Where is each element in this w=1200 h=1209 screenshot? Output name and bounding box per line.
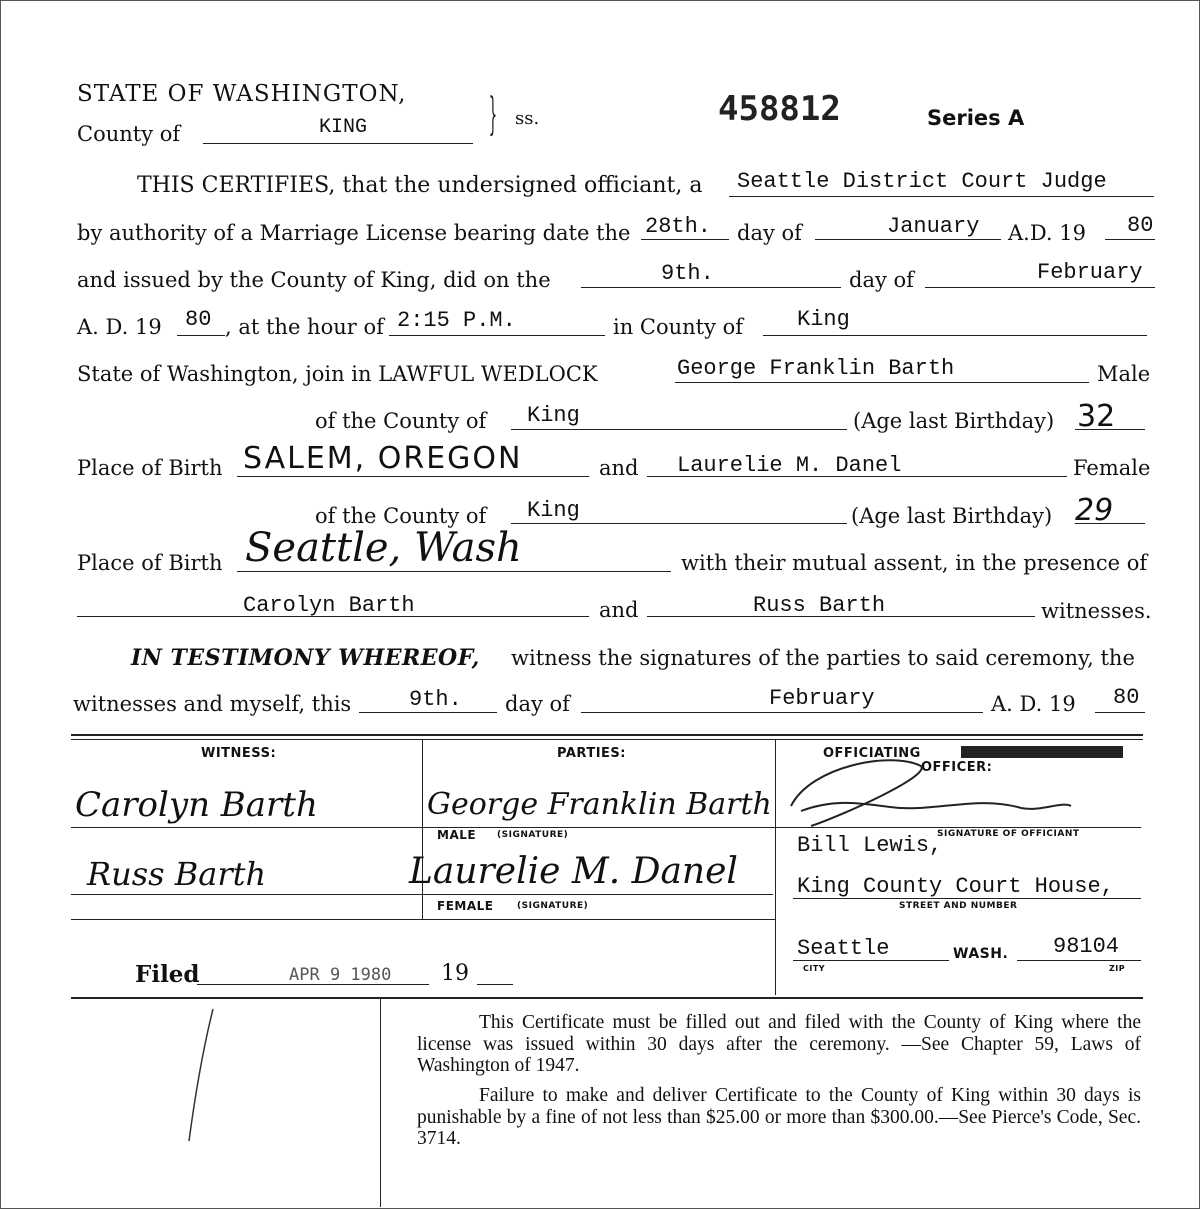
bride-birthplace-underline (237, 571, 671, 572)
officer-header-2: OFFICER: (921, 760, 993, 775)
officiant-signature-mark (781, 746, 1081, 836)
ceremony-year-underline (177, 335, 225, 336)
ceremony-county-underline (763, 335, 1147, 336)
sign-day: 9th. (409, 687, 462, 712)
license-year: 80 (1127, 213, 1154, 238)
grid-top-rule (71, 734, 1143, 736)
witness-line-text: witnesses and myself, this (73, 692, 352, 716)
sign-day-underline (359, 712, 497, 713)
witness2-name: Russ Barth (753, 593, 886, 618)
and-label: and (599, 456, 639, 480)
bride-county-underline (511, 523, 847, 524)
zip-underline (1017, 960, 1141, 961)
bride-county: King (527, 498, 580, 523)
notes-divider (380, 999, 381, 1207)
county-label: County of (77, 122, 181, 146)
testimony-rest: witness the signatures of the parties to said ceremony, the (511, 646, 1135, 670)
bride-county-label: of the County of (315, 504, 487, 528)
ceremony-county: King (797, 307, 850, 332)
officiant-city: Seattle (797, 936, 890, 961)
filed-label: Filed (135, 961, 200, 988)
witness1-name: Carolyn Barth (243, 593, 415, 618)
brace: } (488, 89, 498, 140)
ad-label: A.D. 19 (1008, 221, 1087, 245)
officiant-signature-caption: SIGNATURE OF OFFICIANT (937, 829, 1080, 839)
groom-age-label: (Age last Birthday) (853, 409, 1055, 433)
groom-age: 32 (1077, 399, 1116, 434)
license-month: January (887, 214, 980, 239)
county-value: KING (319, 116, 368, 139)
license-day-underline (641, 239, 729, 240)
officiant-zip: 98104 (1053, 934, 1120, 959)
certificate-number: 458812 (718, 89, 841, 129)
groom-name: George Franklin Barth (677, 356, 955, 381)
assent-text: with their mutual assent, in the presence of (681, 551, 1148, 575)
zip-caption: ZIP (1109, 964, 1126, 973)
grid-mid-rule (71, 919, 775, 920)
hour-underline (389, 335, 605, 336)
bride-age: 29 (1075, 493, 1114, 528)
hour-label: , at the hour of (225, 315, 384, 339)
grid-divider-2 (775, 739, 776, 995)
license-year-underline (1105, 239, 1155, 240)
ceremony-month-underline (925, 287, 1155, 288)
grid-top-rule-2 (71, 739, 1143, 740)
city-caption: CITY (803, 964, 826, 973)
day-of-label: day of (737, 221, 802, 245)
ceremony-month: February (1037, 260, 1143, 285)
signature-row-2-rule (71, 894, 773, 895)
female-caption: FEMALE (437, 899, 494, 913)
parties-header: PARTIES: (557, 746, 626, 761)
female-signature-caption: (SIGNATURE) (517, 901, 589, 911)
officer-header-1: OFFICIATING (823, 746, 921, 761)
ceremony-day: 9th. (661, 261, 714, 286)
license-day: 28th. (645, 214, 712, 239)
groom-county: King (527, 403, 580, 428)
sign-month-underline (581, 712, 983, 713)
issued-text: and issued by the County of King, did on the (77, 268, 551, 292)
pencil-mark (181, 1001, 241, 1151)
filed-stamp: APR 9 1980 (289, 965, 392, 985)
officiant-title: Seattle District Court Judge (737, 169, 1107, 194)
grid-divider-1 (422, 739, 423, 919)
witness-signature-2: Russ Barth (87, 855, 267, 893)
license-month-underline (815, 239, 1001, 240)
male-signature-caption: (SIGNATURE) (497, 830, 569, 840)
license-text: by authority of a Marriage License bearing date the (77, 221, 631, 245)
bride-birthplace-label: Place of Birth (77, 551, 223, 575)
bride-name: Laurelie M. Danel (677, 453, 902, 478)
female-signature: Laurelie M. Danel (409, 851, 738, 892)
groom-birthplace: SALEM, OREGON (243, 441, 523, 476)
ceremony-day-of-label: day of (849, 268, 914, 292)
groom-county-label: of the County of (315, 409, 487, 433)
county-underline (203, 143, 473, 144)
series-label: Series A (927, 106, 1025, 130)
male-signature: George Franklin Barth (427, 787, 772, 822)
ceremony-year: 80 (185, 307, 212, 332)
sign-month: February (769, 686, 875, 711)
in-county-label: in County of (613, 315, 744, 339)
officiant-street: King County Court House, (797, 874, 1114, 899)
state-heading: STATE OF WASHINGTON, (77, 81, 407, 107)
certifies-intro: THIS CERTIFIES, that the undersigned officiant, a (137, 173, 703, 198)
filed-year-underline (477, 984, 513, 985)
ad2-label: A. D. 19 (77, 315, 162, 339)
sign-year-underline (1095, 712, 1145, 713)
filing-note: This Certificate must be filled out and filed with the County of King where the license was issued within 30 days after the ceremony. —See Chapter 59, Laws of Washington of 1947. (417, 1012, 1141, 1076)
testimony-lead: IN TESTIMONY WHEREOF, (131, 645, 480, 671)
bride-age-label: (Age last Birthday) (851, 504, 1053, 528)
groom-birthplace-underline (237, 476, 589, 477)
witness-signature-1: Carolyn Barth (75, 785, 318, 825)
male-caption: MALE (437, 828, 477, 842)
ss-label: ss. (515, 108, 540, 129)
penalty-note: Failure to make and deliver Certificate to the County of King within 30 days is punishable by a fine of not less than $25.00 or more than $300.00.—See Pierce's Code, Sec. 3714. (417, 1085, 1141, 1149)
grid-bottom-rule (71, 997, 1143, 999)
groom-name-underline (675, 382, 1089, 383)
ad3-label: A. D. 19 (991, 692, 1076, 716)
and2-label: and (599, 598, 639, 622)
officiant-name: Bill Lewis, (797, 833, 943, 858)
filed-nineteen: 19 (441, 961, 469, 986)
bride-birthplace: Seattle, Wash (245, 525, 522, 571)
state-wedlock-text: State of Washington, join in LAWFUL WEDLOCK (77, 362, 598, 386)
officiant-title-underline (729, 196, 1154, 197)
witnesses-label: witnesses. (1041, 599, 1152, 623)
male-label: Male (1097, 362, 1151, 386)
female-label: Female (1073, 456, 1151, 480)
ceremony-day-underline (581, 287, 841, 288)
street-caption: STREET AND NUMBER (899, 901, 1018, 911)
wash-label: WASH. (953, 946, 1009, 962)
sign-day-of-label: day of (505, 692, 570, 716)
groom-county-underline (511, 429, 847, 430)
groom-birthplace-label: Place of Birth (77, 456, 223, 480)
witness-header: WITNESS: (201, 746, 277, 761)
sign-year: 80 (1113, 685, 1140, 710)
ceremony-hour: 2:15 P.M. (397, 308, 516, 333)
